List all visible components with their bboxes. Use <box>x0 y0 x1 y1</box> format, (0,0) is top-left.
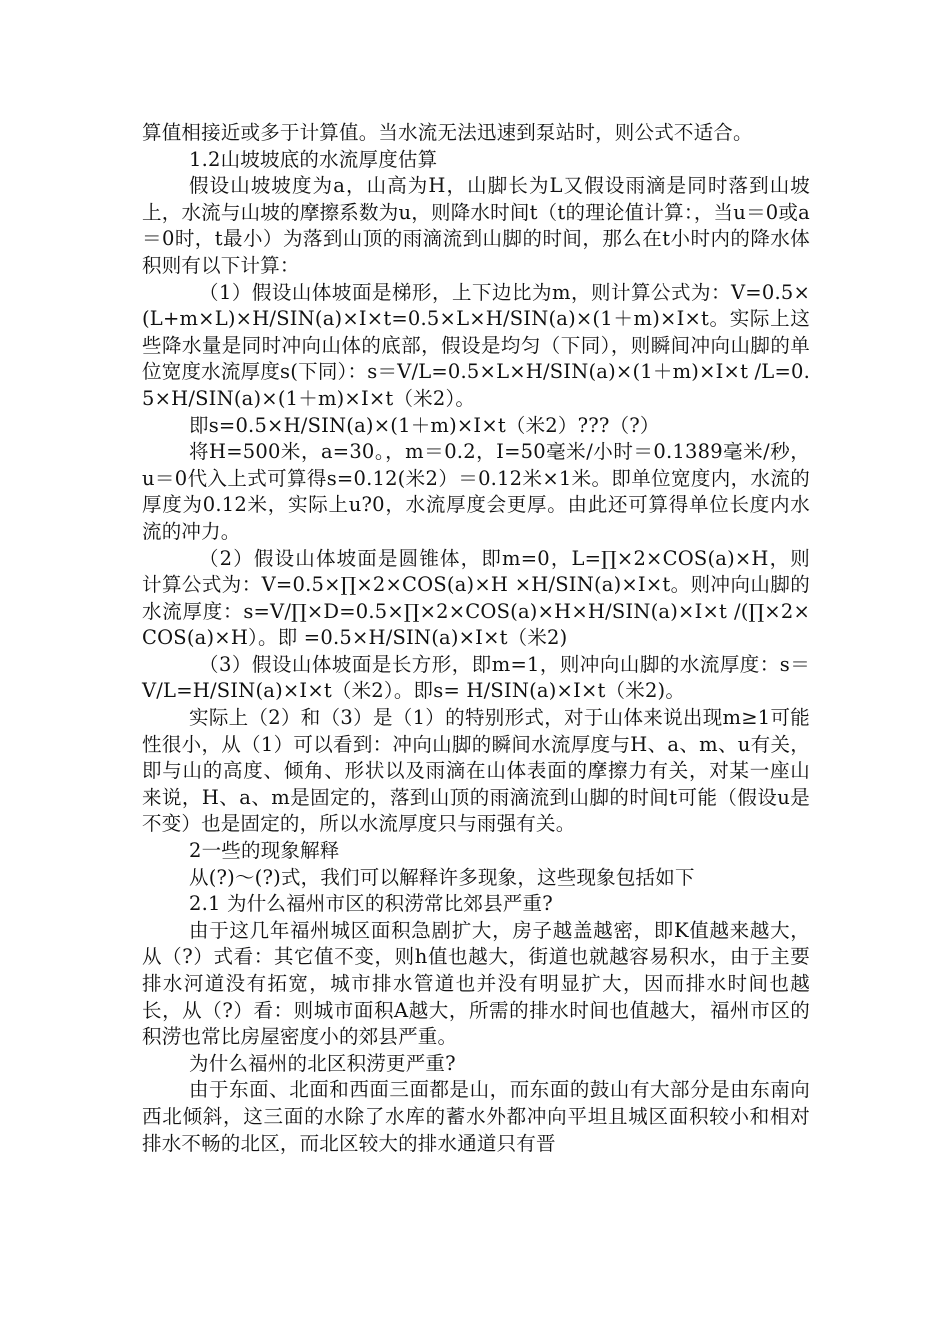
paragraph-slope-assumptions: 假设山坡坡度为a，山高为H，山脚长为L又假设雨滴是同时落到山坡上，水流与山坡的摩擦系数为u，则降水时间t（t的理论值计算：，当u＝0或a＝0时，t最小）为落到山顶的雨滴流到山脚的时间，那么在t小时内的降水体积则有以下计算： <box>142 174 810 277</box>
section-heading-2: 2一些的现象解释 <box>189 839 340 863</box>
paragraph-urban-flooding: 由于这几年福州城区面积急剧扩大，房子越盖越密，即K值越来越大，从（?）式看：其它值不变，则h值也越大，街道也就越容易积水，由于主要排水河道没有拓宽，城市排水管道也并没有明显扩大，因而排水时间也越长，从（?）看：则城市面积A越大，所需的排水时间也值越大，福州市区的积涝也常比房屋密度小的郊县严重。 <box>142 918 810 1049</box>
paragraph-north-district-question: 为什么福州的北区积涝更严重? <box>189 1051 456 1075</box>
section-heading-1-2: 1.2山坡坡底的水流厚度估算 <box>189 147 438 171</box>
document-body <box>142 120 810 1157</box>
paragraph-special-cases: 实际上（2）和（3）是（1）的特别形式，对于山体来说出现m≥1可能性很小，从（1）可以看到：冲向山脚的瞬间水流厚度与H、a、m、u有关，即与山的高度、倾角、形状以及雨滴在山体表面的摩擦力有关，对某一座山来说，H、a、m是固定的，落到山顶的雨滴流到山脚的时间t可能（假设u是不变）也是固定的，所以水流厚度只与雨强有关。 <box>142 706 810 836</box>
paragraph-case-3-rectangle: （3）假设山体坡面是长方形，即m=1，则冲向山脚的水流厚度：s＝V/L=H/SIN(a)×I×t（米2）。即s= H/SIN(a)×I×t（米2)。 <box>142 652 810 703</box>
paragraph-formula-applicability: 算值相接近或多于计算值。当水流无法迅速到泵站时，则公式不适合。 <box>142 121 753 144</box>
paragraph-case-2-cone: （2）假设山体坡面是圆锥体，即m=0，L=∏×2×COS(a)×H，则计算公式为：V=0.5×∏×2×COS(a)×H ×H/SIN(a)×I×t。则冲向山脚的水流厚度：s=V/∏×D=0.5×∏×2×COS(a)×H×H/SIN(a)×I×t /(∏×2×COS(a)×H）。即 =0.5×H/SIN(a)×I×t（米2) <box>142 546 810 650</box>
paragraph-formula-s: 即s=0.5×H/SIN(a)×(1＋m)×I×t（米2）???（?） <box>189 413 660 437</box>
paragraph-case-1-trapezoid: （1）假设山体坡面是梯形，上下边比为m，则计算公式为：V=0.5×(L+m×L)×H/SIN(a)×I×t=0.5×L×H/SIN(a)×(1＋m)×I×t。实际上这些降水量是同时冲向山体的底部，假设是均匀（下同），则瞬间冲向山脚的单位宽度水流厚度s(下同）：s＝V/L=0.5×L×H/SIN(a)×(1＋m)×I×t /L=0.5×H/SIN(a)×(1＋m)×I×t（米2）。 <box>142 280 810 410</box>
section-heading-2-1: 2.1 为什么福州市区的积涝常比郊县严重? <box>189 892 553 916</box>
paragraph-phenomena-intro: 从(?)～(?)式，我们可以解释许多现象，这些现象包括如下 <box>189 865 695 889</box>
paragraph-north-district-answer: 由于东面、北面和西面三面都是山，而东面的鼓山有大部分是由东南向西北倾斜，这三面的水除了水库的蓄水外都冲向平坦且城区面积较小和相对排水不畅的北区，而北区较大的排水通道只有晋 <box>142 1078 810 1155</box>
paragraph-numeric-example: 将H=500米，a=30。，m＝0.2，I=50毫米/小时＝0.1389毫米/秒，u＝0代入上式可算得s=0.12(米2）＝0.12米×1米。即单位宽度内，水流的厚度为0.12米，实际上u?0，水流厚度会更厚。由此还可算得单位长度内水流的冲力。 <box>142 440 810 543</box>
